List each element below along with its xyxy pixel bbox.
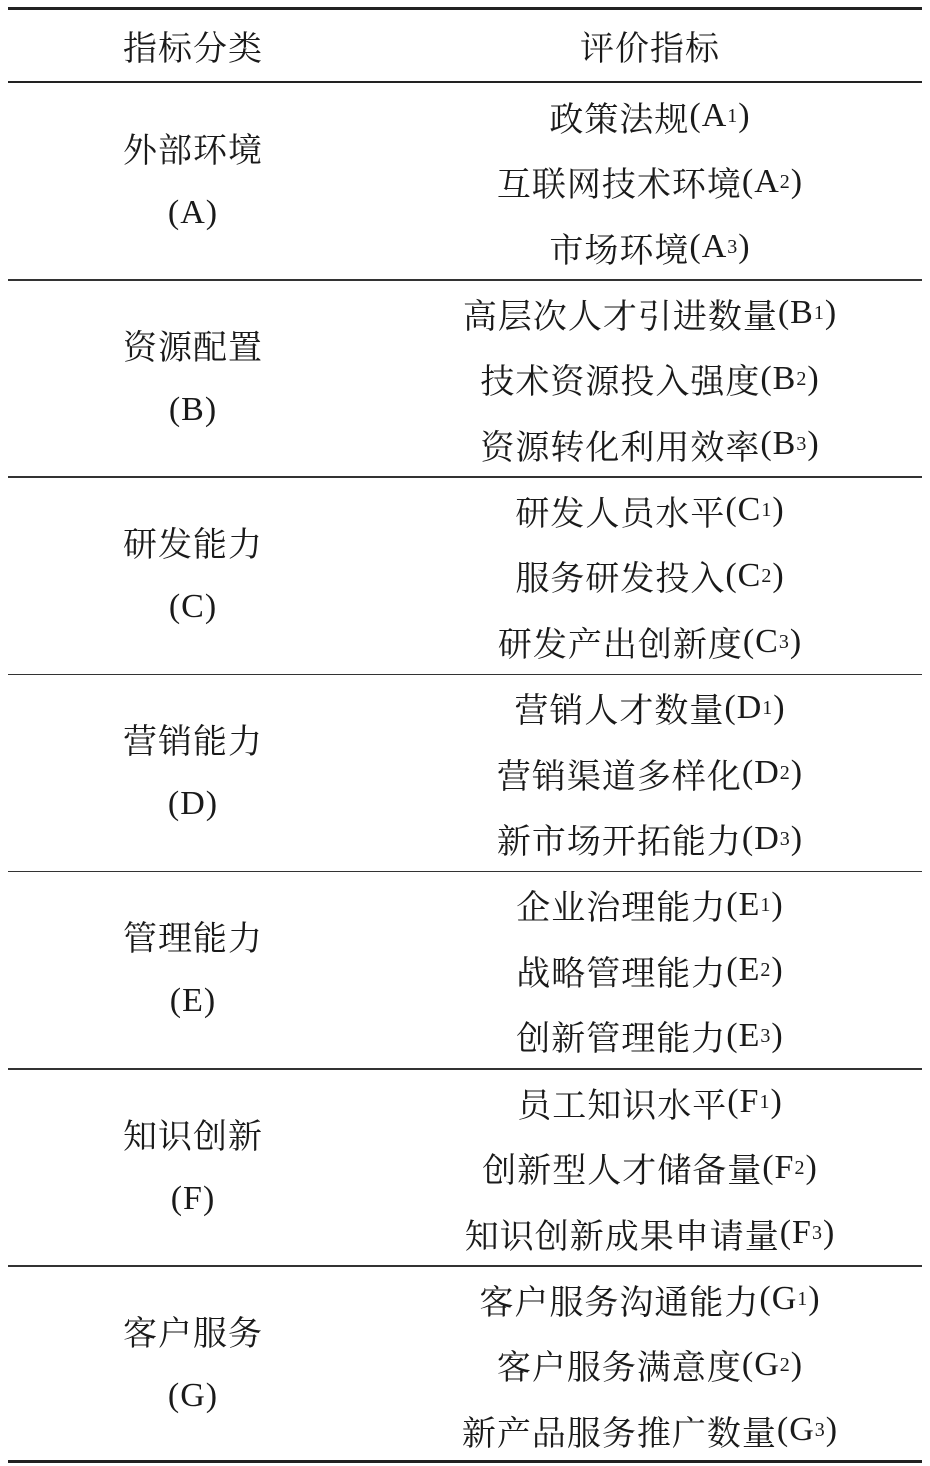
indicator-cell (378, 83, 922, 280)
indicator-code-letter: B (772, 359, 797, 397)
table-row-group (8, 280, 922, 477)
indicator-text: 市场环境 (549, 230, 690, 271)
category-code: (D) (167, 785, 219, 823)
table-row-group (8, 675, 922, 872)
indicator-text: 互联网技术环境 (496, 165, 742, 206)
indicator-item: 新市场开拓能力 ( D 3 ) (378, 806, 922, 872)
indicator-code-letter: D (754, 754, 780, 792)
indicator-code-letter: D (754, 819, 780, 857)
indicator-text: 政策法规 (549, 99, 690, 140)
indicator-text: 营销渠道多样化 (496, 756, 742, 797)
indicator-code-letter: A (754, 162, 780, 200)
indicator-text: 战略管理能力 (516, 953, 727, 994)
indicator-code-letter: E (738, 885, 761, 923)
indicator-code-letter: E (738, 1016, 761, 1054)
indicator-text: 高层次人才引进数量 (462, 296, 778, 337)
indicator-code-letter: F (739, 1083, 760, 1120)
indicator-text: 营销人才数量 (514, 691, 725, 732)
table-row-group (8, 1266, 922, 1463)
indicator-text: 资源转化利用效率 (480, 427, 761, 468)
indicator-item: 创新型人才储备量 ( F 2 ) (378, 1135, 922, 1201)
header-indicator: 评价指标 (580, 29, 720, 69)
indicator-code-letter: A (701, 228, 728, 266)
category-name: 知识创新 (123, 1116, 263, 1157)
indicator-item: 企业治理能力 ( E 1 ) (378, 872, 922, 938)
indicator-text: 员工知识水平 (517, 1085, 728, 1126)
indicator-cell (378, 1069, 922, 1266)
indicator-item: 资源转化利用效率 ( B 3 ) (378, 412, 922, 478)
indicator-text: 新产品服务推广数量 (461, 1413, 777, 1454)
indicator-item: 员工知识水平 ( F 1 ) (378, 1069, 922, 1135)
table-row-group (8, 1069, 922, 1266)
category-name: 客户服务 (123, 1313, 263, 1354)
category-code: (E) (169, 982, 217, 1020)
indicator-code-letter: B (790, 294, 814, 332)
category-code: (F) (170, 1179, 216, 1217)
rule-bottom (8, 1460, 922, 1463)
indicator-item: 研发人员水平 ( C 1 ) (378, 478, 922, 544)
indicator-text: 研发人员水平 (515, 493, 726, 534)
indicator-item: 政策法规 ( A 1 ) (378, 83, 922, 149)
indicator-item: 服务研发投入 ( C 2 ) (378, 543, 922, 609)
category-name: 管理能力 (123, 919, 263, 960)
indicator-cell (378, 280, 922, 477)
indicator-code-letter: F (774, 1148, 795, 1186)
indicator-item: 战略管理能力 ( E 2 ) (378, 938, 922, 1004)
category-name: 营销能力 (123, 722, 263, 763)
indicator-text: 创新管理能力 (516, 1019, 727, 1060)
category-cell (8, 477, 378, 674)
indicator-text: 客户服务满意度 (496, 1348, 742, 1389)
indicator-code-letter: D (736, 688, 763, 726)
indicator-code-letter: B (772, 425, 797, 463)
indicator-item: 客户服务满意度 ( G 2 ) (378, 1332, 922, 1398)
indicator-item: 客户服务沟通能力 ( G 1 ) (378, 1266, 922, 1332)
indicator-code-letter: A (701, 97, 728, 134)
table-row-group (8, 872, 922, 1069)
category-code: (B) (168, 390, 218, 428)
table-row-group (8, 83, 922, 280)
indicator-code-letter: C (755, 622, 779, 660)
indicator-code-letter: G (754, 1345, 780, 1383)
category-cell (8, 280, 378, 477)
indicator-item: 营销人才数量 ( D 1 ) (378, 675, 922, 741)
indicator-item: 技术资源投入强度 ( B 2 ) (378, 346, 922, 412)
indicator-text: 企业治理能力 (516, 888, 727, 929)
indicator-cell (378, 872, 922, 1069)
indicator-code-letter: C (737, 556, 762, 594)
indicator-text: 知识创新成果申请量 (464, 1216, 780, 1257)
indicator-item: 营销渠道多样化 ( D 2 ) (378, 740, 922, 806)
indicator-cell (378, 675, 922, 872)
category-code: (A) (167, 193, 219, 231)
indicator-text: 新市场开拓能力 (496, 822, 742, 863)
indicator-item: 研发产出创新度 ( C 3 ) (378, 609, 922, 675)
indicator-cell (378, 477, 922, 674)
indicator-code-letter: C (737, 491, 762, 529)
indicator-item: 市场环境 ( A 3 ) (378, 214, 922, 280)
indicator-text: 客户服务沟通能力 (479, 1282, 760, 1323)
indicator-code-letter: F (792, 1214, 812, 1252)
category-cell (8, 872, 378, 1069)
indicator-code-letter: E (738, 951, 761, 989)
indicator-item: 新产品服务推广数量 ( G 3 ) (378, 1398, 922, 1464)
header-category: 指标分类 (123, 29, 263, 69)
indicator-text: 技术资源投入强度 (480, 362, 761, 403)
indicator-code-letter: G (771, 1280, 798, 1318)
category-cell (8, 1069, 378, 1266)
table-row-group (8, 477, 922, 674)
indicator-item: 知识创新成果申请量 ( F 3 ) (378, 1200, 922, 1266)
category-cell (8, 675, 378, 872)
category-code: (G) (167, 1376, 219, 1414)
indicator-text: 研发产出创新度 (497, 625, 743, 666)
category-name: 研发能力 (123, 524, 263, 565)
category-cell (8, 83, 378, 280)
indicator-item: 创新管理能力 ( E 3 ) (378, 1003, 922, 1069)
indicator-text: 创新型人才储备量 (482, 1151, 763, 1192)
indicator-text: 服务研发投入 (515, 559, 726, 600)
category-code: (C) (168, 587, 218, 625)
indicator-code-letter: G (789, 1411, 815, 1449)
indicator-item: 高层次人才引进数量 ( B 1 ) (378, 280, 922, 346)
indicator-item: 互联网技术环境 ( A 2 ) (378, 149, 922, 215)
category-name: 外部环境 (123, 130, 263, 171)
category-cell (8, 1266, 378, 1463)
category-name: 资源配置 (123, 327, 263, 368)
indicator-cell (378, 1266, 922, 1463)
